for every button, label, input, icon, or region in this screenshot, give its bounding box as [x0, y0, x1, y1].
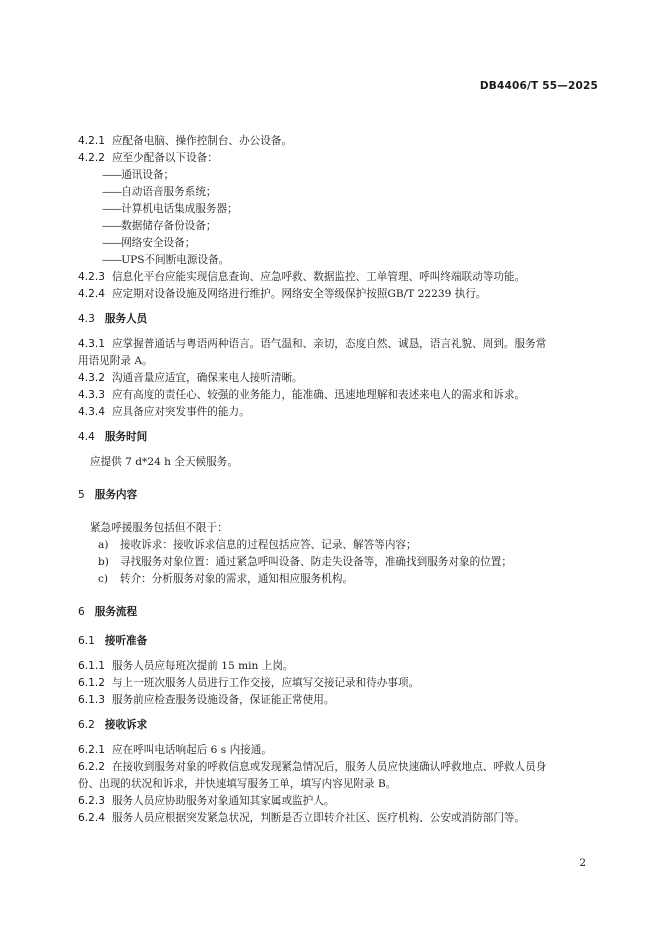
section-number: 5 — [78, 489, 85, 501]
clause-4-3-1 — [78, 336, 600, 353]
list-item-text: 自动语音服务系统； — [121, 186, 217, 198]
clause-6-2-2 — [78, 759, 600, 776]
list-item-text: 网络安全设备； — [121, 237, 196, 249]
clause-text: 在接收到服务对象的呼救信息或发现紧急情况后，服务人员应快速确认呼救地点、呼救人员身 — [111, 761, 547, 773]
clause-6-2-3 — [78, 793, 600, 810]
clause-number: 6.1.2 — [78, 677, 105, 689]
clause-6-1-2 — [78, 675, 600, 692]
clause-4-3-2 — [78, 370, 600, 387]
section-title: 接听准备 — [104, 635, 148, 647]
clause-number: 6.2.2 — [78, 761, 105, 773]
clause-number: 6.2.1 — [78, 744, 105, 756]
clause-6-2-4 — [78, 810, 600, 827]
list-item — [78, 235, 600, 252]
clause-6-1-3 — [78, 692, 600, 709]
section-title: 服务流程 — [94, 606, 138, 618]
dash-marker: —— — [102, 203, 122, 215]
clause-number: 6.2.3 — [78, 795, 105, 807]
list-item — [78, 252, 600, 269]
document-body — [78, 133, 600, 827]
clause-text: 服务前应检查服务设施设备，保证能正常使用。 — [111, 694, 335, 706]
clause-text: 应掌握普通话与粤语两种语言。语气温和、亲切，态度自然、诚恳，语言礼貌、周到。服务常 — [111, 338, 547, 350]
clause-number: 6.2.4 — [78, 812, 105, 824]
clause-6-2-1 — [78, 742, 600, 759]
list-item-text: 计算机电话集成服务器； — [121, 203, 238, 215]
section-title: 服务人员 — [104, 313, 148, 325]
paragraph: 紧急呼援服务包括但不限于： — [90, 522, 228, 534]
section-title: 服务内容 — [94, 489, 138, 501]
clause-number: 6.1.1 — [78, 660, 105, 672]
clause-text: 应有高度的责任心、较强的业务能力，能准确、迅速地理解和表述来电人的需求和诉求。 — [111, 389, 526, 401]
section-number: 6.1 — [78, 635, 95, 647]
clause-4-2-4 — [78, 286, 600, 303]
clause-text: 应配备电脑、操作控制台、办公设备。 — [111, 135, 293, 147]
section-heading-6-2 — [78, 717, 600, 734]
list-item — [78, 167, 600, 184]
clause-text: 沟通音量应适宜，确保来电人接听清晰。 — [111, 372, 303, 384]
clause-number: 4.2.4 — [78, 288, 105, 300]
clause-text: 服务人员应根据突发紧急状况，判断是否立即转介社区、医疗机构、公安或消防部门等。 — [111, 812, 526, 824]
clause-number: 4.3.3 — [78, 389, 105, 401]
list-item-text: UPS不间断电源设备。 — [121, 254, 230, 266]
clause-number: 4.2.3 — [78, 271, 105, 283]
clause-number: 6.1.3 — [78, 694, 105, 706]
list-letter: c) — [98, 573, 109, 585]
section-heading-4-3 — [78, 311, 600, 328]
list-item-text: 数据储存备份设备； — [121, 220, 217, 232]
list-item-b — [78, 554, 600, 571]
list-item — [78, 201, 600, 218]
dash-marker: —— — [102, 254, 122, 266]
clause-continuation: 份、出现的状况和诉求，并快速填写服务工单，填写内容见附录 B。 — [78, 778, 397, 790]
clause-text: 应至少配备以下设备： — [111, 152, 218, 164]
clause-text: 应在呼叫电话响起后 6 s 内接通。 — [111, 744, 272, 756]
standard-code: DB4406/T 55—2025 — [479, 80, 598, 92]
clause-text: 应定期对设备设施及网络进行维护。网络安全等级保护按照GB/T 22239 执行。 — [111, 288, 487, 300]
dash-marker: —— — [102, 169, 122, 181]
clause-number: 4.3.4 — [78, 406, 105, 418]
paragraph: 应提供 7 d*24 h 全天候服务。 — [90, 456, 238, 468]
list-letter: a) — [98, 539, 109, 551]
clause-4-2-1 — [78, 133, 600, 150]
clause-continuation: 用语见附录 A。 — [78, 355, 153, 367]
dash-marker: —— — [102, 186, 122, 198]
clause-text: 应具备应对突发事件的能力。 — [111, 406, 250, 418]
clause-text: 服务人员应每班次提前 15 min 上岗。 — [111, 660, 294, 672]
clause-number: 4.2.2 — [78, 152, 105, 164]
clause-number: 4.3.1 — [78, 338, 105, 350]
dash-marker: —— — [102, 220, 122, 232]
section-number: 4.3 — [78, 313, 95, 325]
section-title: 接收诉求 — [104, 719, 148, 731]
clause-4-2-2 — [78, 150, 600, 167]
section-heading-6 — [78, 604, 600, 621]
section-number: 6.2 — [78, 719, 95, 731]
list-item-a — [78, 537, 600, 554]
dash-marker: —— — [102, 237, 122, 249]
list-item — [78, 218, 600, 235]
section-number: 4.4 — [78, 431, 95, 443]
clause-4-3-3 — [78, 387, 600, 404]
clause-4-3-4 — [78, 404, 600, 421]
list-item-text: 接收诉求：接收诉求信息的过程包括应答、记录、解答等内容； — [120, 539, 417, 551]
list-item — [78, 184, 600, 201]
clause-text: 与上一班次服务人员进行工作交接，应填写交接记录和待办事项。 — [111, 677, 420, 689]
list-letter: b) — [98, 556, 109, 568]
section-heading-6-1 — [78, 633, 600, 650]
list-item-text: 转介：分析服务对象的需求，通知相应服务机构。 — [120, 573, 354, 585]
clause-6-1-1 — [78, 658, 600, 675]
clause-number: 4.2.1 — [78, 135, 105, 147]
section-number: 6 — [78, 606, 85, 618]
clause-text: 服务人员应协助服务对象通知其家属或监护人。 — [111, 795, 335, 807]
section-heading-4-4 — [78, 429, 600, 446]
list-item-text: 寻找服务对象位置：通过紧急呼叫设备、防走失设备等，准确找到服务对象的位置； — [120, 556, 512, 568]
list-item-text: 通讯设备； — [121, 169, 175, 181]
clause-4-2-3 — [78, 269, 600, 286]
page-number: 2 — [579, 857, 586, 869]
section-title: 服务时间 — [104, 431, 148, 443]
list-item-c — [78, 571, 600, 588]
clause-number: 4.3.2 — [78, 372, 105, 384]
clause-text: 信息化平台应能实现信息查询、应急呼救、数据监控、工单管理、呼叫终端联动等功能。 — [111, 271, 526, 283]
section-heading-5 — [78, 487, 600, 504]
